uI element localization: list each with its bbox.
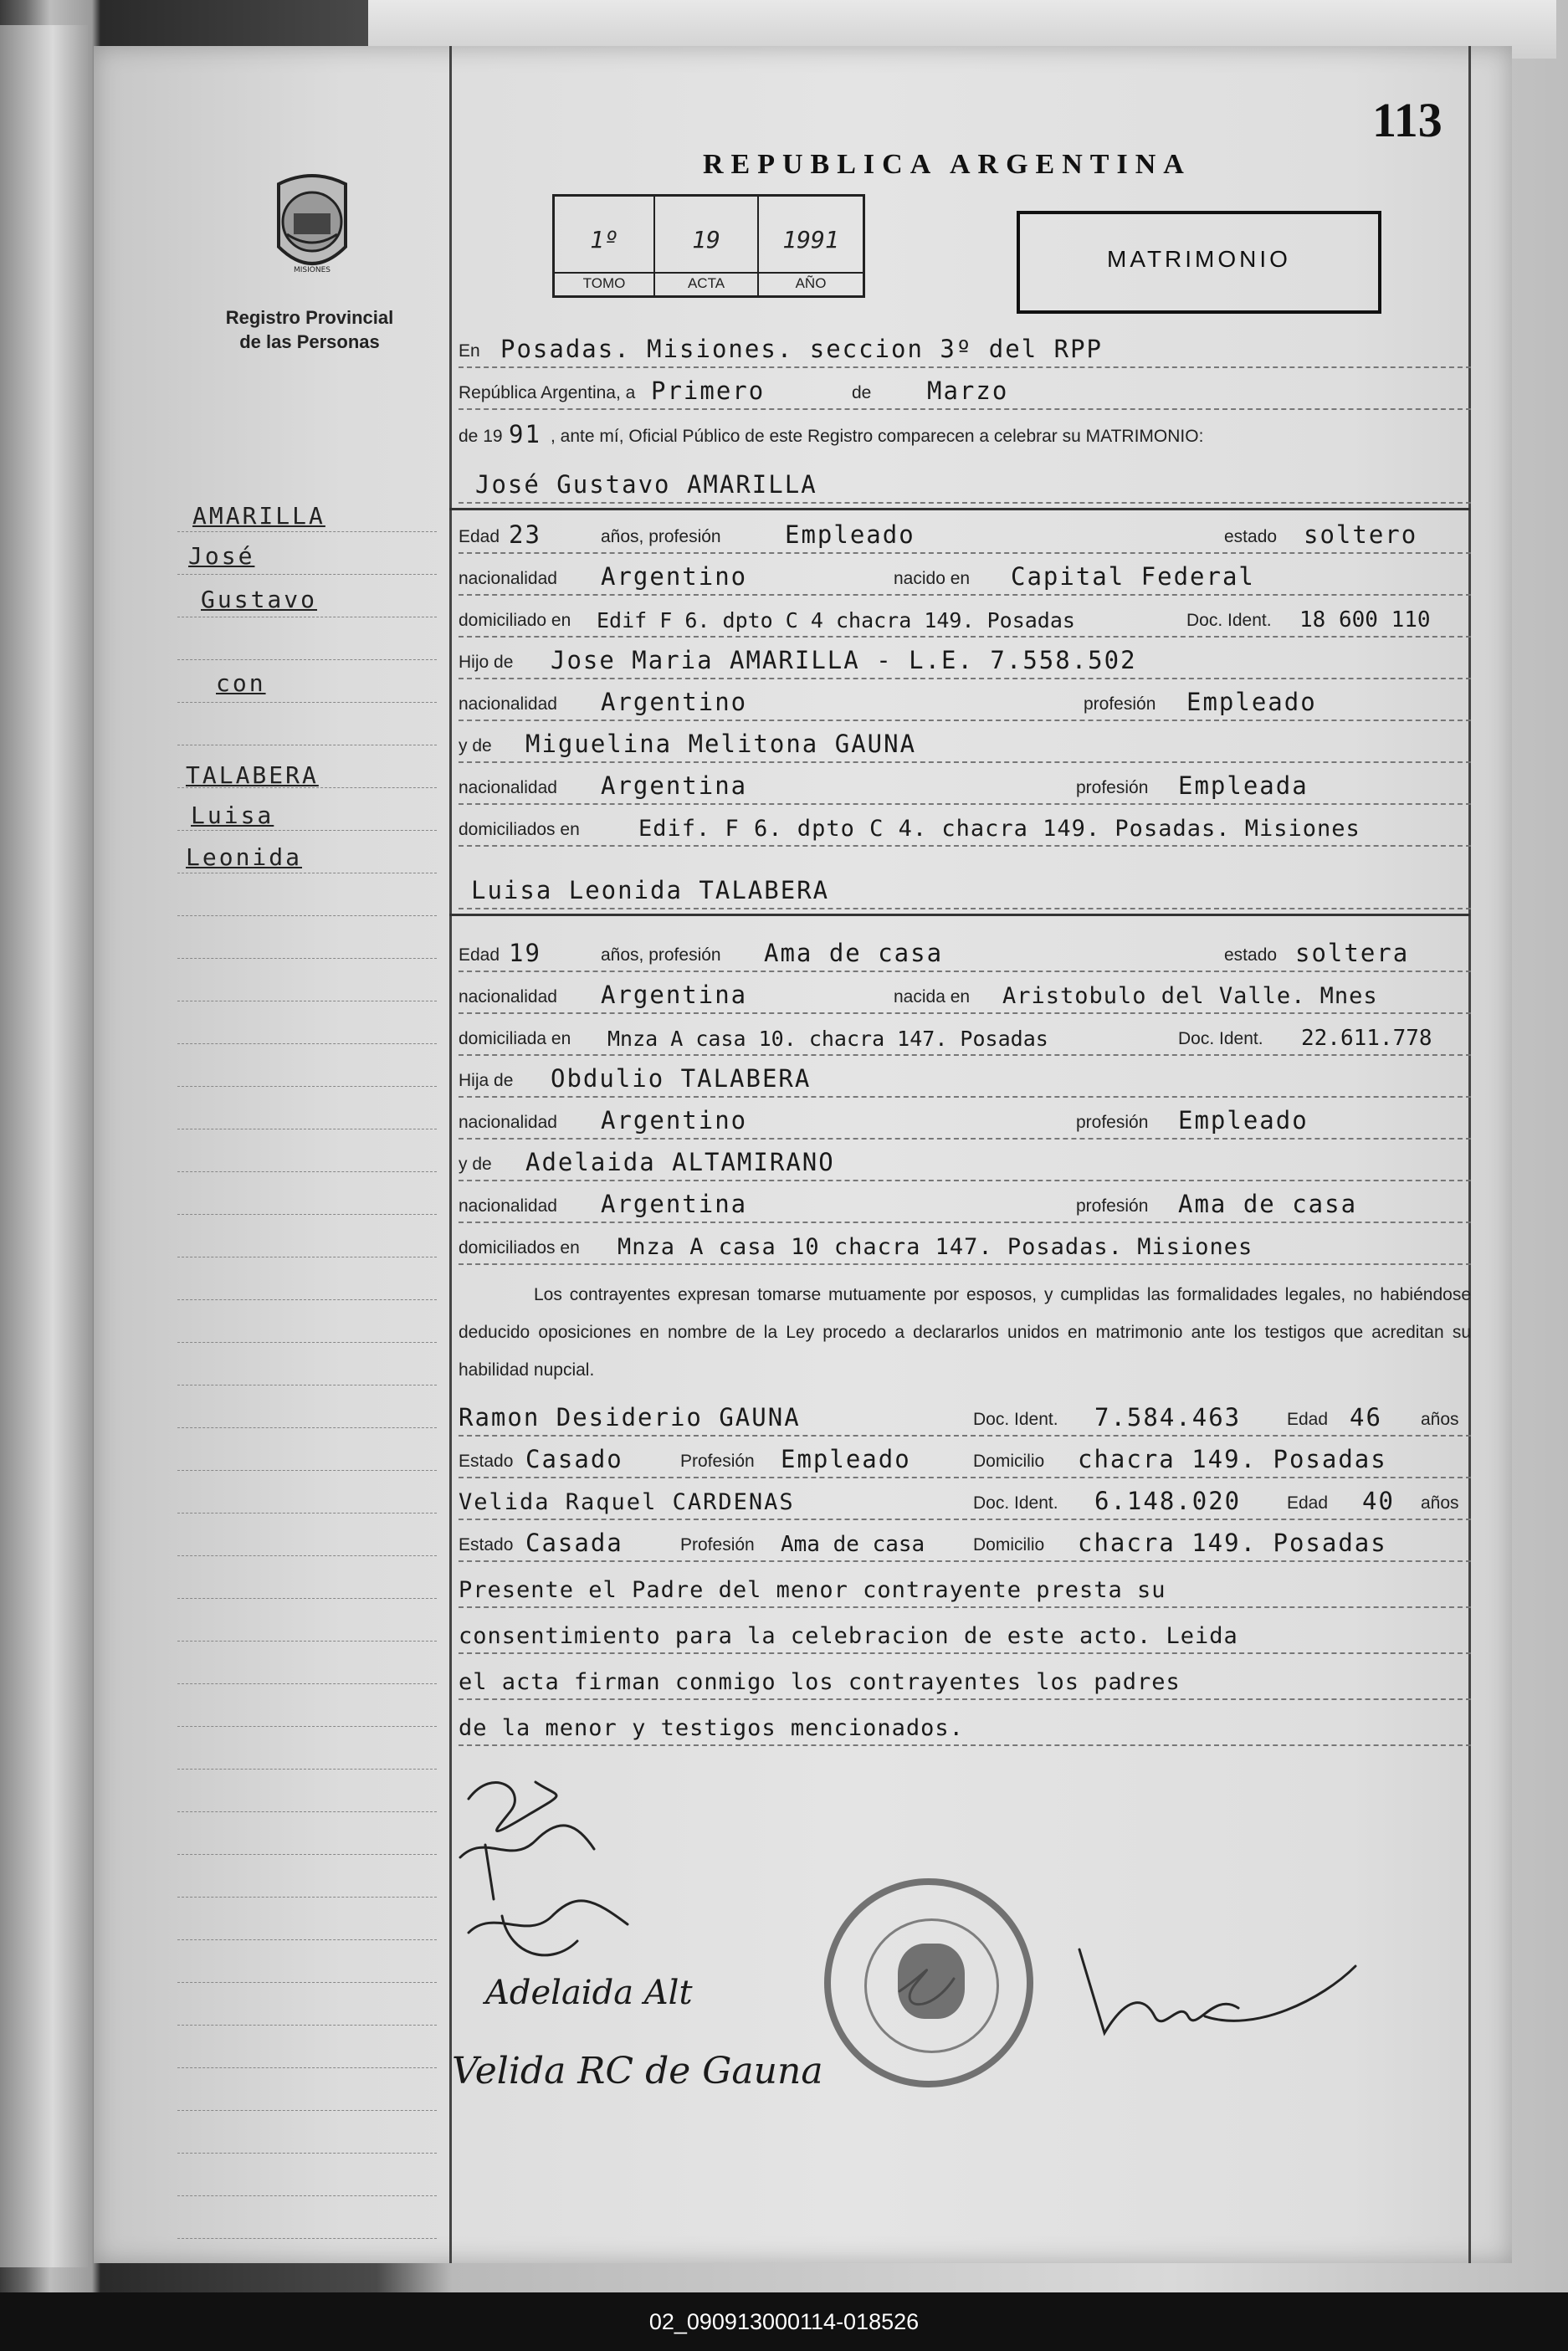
margin-rule-line <box>177 2238 437 2239</box>
margin-rule-line <box>177 915 437 916</box>
ano-value: 1991 <box>782 226 839 254</box>
witness1-profession: Empleado <box>781 1445 911 1473</box>
domiciliados-label: domiciliados en <box>459 820 580 839</box>
groom-doc: 18 600 110 <box>1299 607 1431 633</box>
bride-mother-nationality: Argentina <box>601 1190 748 1218</box>
note-line-1: Presente el Padre del menor contrayente presta su <box>459 1577 1166 1603</box>
margin-rule-line <box>177 1811 437 1812</box>
margin-rule-line <box>177 1342 437 1343</box>
date-row <box>459 366 1471 410</box>
profesion-label: profesión <box>1084 694 1156 714</box>
anos-label: años <box>1421 1410 1459 1429</box>
bride-father-row <box>459 1054 1471 1098</box>
signature-bride <box>460 1826 594 1899</box>
record-number-box <box>552 194 865 298</box>
nacionalidad-label: nacionalidad <box>459 569 557 588</box>
year-suffix: 91 <box>509 420 541 448</box>
en-label: En <box>459 341 480 361</box>
estado-label: estado <box>1224 945 1278 965</box>
domicilio-label: Domicilio <box>973 1535 1045 1555</box>
tomo-cell <box>555 197 655 295</box>
bride-mother-row <box>459 1138 1471 1181</box>
witness1-name: Ramon Desiderio GAUNA <box>459 1403 801 1432</box>
witness2-age: 40 <box>1362 1487 1395 1515</box>
place-row <box>459 325 1471 368</box>
bride-father-profession: Empleado <box>1178 1106 1309 1135</box>
registry-office-line1: Registro Provincial <box>225 307 394 328</box>
signature-official <box>1079 1949 1355 2033</box>
margin-rule-line <box>177 1598 437 1599</box>
margin-rule-line <box>177 1939 437 1940</box>
margin-rule-line <box>177 1897 437 1898</box>
bride-age: 19 <box>509 939 541 967</box>
seal-text: MISIONES <box>293 266 331 274</box>
month-value: Marzo <box>927 376 1009 405</box>
note-line <box>459 1657 1471 1700</box>
nacionalidad-label: nacionalidad <box>459 694 557 714</box>
note-line-2: consentimiento para la celebracion de este acto. Leida <box>459 1623 1238 1649</box>
doc-label: Doc. Ident. <box>973 1493 1058 1513</box>
registry-office <box>192 305 427 354</box>
note-line <box>459 1703 1471 1746</box>
tomo-label: TOMO <box>555 272 653 292</box>
margin-bride-name2: Leonida <box>186 843 303 871</box>
witness1-civil-status: Casado <box>525 1445 623 1473</box>
margin-groom-name1: José <box>188 542 255 570</box>
groom-full-name: José Gustavo AMARILLA <box>475 470 817 499</box>
place-value: Posadas. Misiones. seccion 3º del RPP <box>500 335 1104 363</box>
witness1-doc: 7.584.463 <box>1094 1403 1242 1432</box>
nacionalidad-label: nacionalidad <box>459 987 557 1006</box>
profesion-label: Profesión <box>680 1535 755 1555</box>
record-type-box <box>1017 211 1381 314</box>
declaration-text: Los contrayentes expresan tomarse mutuamente por esposos, y cumplidas las formalidades legales, no habiéndose deducido oposiciones en nombre de la Ley procedo a declararlos unidos en matrimonio ante los testigos que acreditan su habilidad nupcial. <box>459 1285 1471 1380</box>
year-prefix: de 19 <box>459 427 503 446</box>
signature-adelaida: Adelaida Alt <box>485 1974 693 2012</box>
groom-mother-row <box>459 720 1471 763</box>
margin-rule-line <box>177 531 437 532</box>
margin-rule-line <box>177 659 437 660</box>
facing-page-edge <box>0 25 88 2267</box>
anos-label: años <box>1421 1493 1459 1513</box>
groom-father-nationality: Argentino <box>601 688 748 716</box>
margin-rule-line <box>177 1214 437 1215</box>
day-value: Primero <box>651 376 766 405</box>
province-seal-icon <box>262 167 362 284</box>
bride-doc: 22.611.778 <box>1301 1026 1432 1051</box>
official-stamp-icon <box>824 1878 1033 2087</box>
margin-rule-line <box>177 1683 437 1684</box>
groom-age: 23 <box>509 520 541 549</box>
groom-birthplace: Capital Federal <box>1011 562 1255 591</box>
page-number: 113 <box>1372 93 1442 147</box>
margin-rule-line <box>177 1641 437 1642</box>
margin-rule-line <box>177 2025 437 2026</box>
estado-label: Estado <box>459 1535 514 1555</box>
groom-mother: Miguelina Melitona GAUNA <box>525 730 917 758</box>
margin-rule-line <box>177 702 437 703</box>
nacionalidad-label: nacionalidad <box>459 1196 557 1216</box>
domiciliado-label: domiciliado en <box>459 611 571 630</box>
note-line <box>459 1611 1471 1654</box>
bride-nationality: Argentina <box>601 981 748 1009</box>
witness1-age: 46 <box>1350 1403 1382 1432</box>
statement-row <box>459 410 1471 452</box>
witness2-name: Velida Raquel CARDENAS <box>459 1489 795 1515</box>
groom-nationality: Argentino <box>601 562 748 591</box>
y-de-label: y de <box>459 736 492 755</box>
groom-father-row <box>459 636 1471 679</box>
edad-label: Edad <box>1287 1410 1329 1429</box>
anos-profesion-label: años, profesión <box>601 527 721 546</box>
witness1-detail-row <box>459 1435 1471 1478</box>
doc-label: Doc. Ident. <box>1178 1029 1263 1048</box>
section-divider <box>449 914 1470 916</box>
nacido-label: nacido en <box>894 569 971 588</box>
witness1-row <box>459 1393 1471 1437</box>
margin-rule-line <box>177 1769 437 1770</box>
groom-address: Edif F 6. dpto C 4 chacra 149. Posadas <box>597 608 1075 633</box>
signature-father <box>469 1901 628 1955</box>
witness2-civil-status: Casada <box>525 1529 623 1557</box>
hijo-label: Hijo de <box>459 653 514 672</box>
edad-label: Edad <box>1287 1493 1329 1513</box>
domicilio-label: Domicilio <box>973 1452 1045 1471</box>
margin-rule-line <box>177 1854 437 1855</box>
edad-label: Edad <box>459 945 500 965</box>
witness2-detail-row <box>459 1519 1471 1562</box>
groom-mother-nat-row <box>459 761 1471 805</box>
margin-bride-surname: TALABERA <box>186 761 319 789</box>
margin-groom-surname: AMARILLA <box>192 502 325 530</box>
ano-cell <box>759 197 863 295</box>
country-heading: REPUBLICA ARGENTINA <box>703 149 1191 180</box>
record-type: MATRIMONIO <box>1107 246 1291 272</box>
groom-profession: Empleado <box>785 520 915 549</box>
y-de-label: y de <box>459 1155 492 1174</box>
domiciliados-label: domiciliados en <box>459 1238 580 1257</box>
margin-rule-line <box>177 2195 437 2196</box>
margin-rule-line <box>177 574 437 575</box>
groom-father: Jose Maria AMARILLA - L.E. 7.558.502 <box>551 646 1137 674</box>
profesion-label: profesión <box>1076 778 1149 797</box>
margin-rule-line <box>177 1086 437 1087</box>
tomo-value: 1º <box>590 226 618 254</box>
margin-bride-name1: Luisa <box>191 802 274 829</box>
bride-mother-profession: Ama de casa <box>1178 1190 1358 1218</box>
bride-father-nationality: Argentino <box>601 1106 748 1135</box>
groom-father-nat-row <box>459 678 1471 721</box>
profesion-label: profesión <box>1076 1113 1149 1132</box>
hija-label: Hija de <box>459 1071 514 1090</box>
witness2-row <box>459 1477 1471 1520</box>
bride-birthplace: Aristobulo del Valle. Mnes <box>1002 983 1378 1009</box>
witness2-profession: Ama de casa <box>781 1532 925 1557</box>
bride-nationality-row <box>459 971 1471 1014</box>
groom-parents-address-row <box>459 803 1471 847</box>
margin-rule-line <box>177 830 437 831</box>
scan-id: 02_090913000114-018526 <box>648 2309 920 2334</box>
margin-rule-line <box>177 2110 437 2111</box>
bride-parents-address: Mnza A casa 10 chacra 147. Posadas. Misiones <box>617 1234 1253 1260</box>
groom-address-row <box>459 594 1471 638</box>
margin-groom-name2: Gustavo <box>201 586 318 613</box>
groom-age-row <box>459 510 1471 554</box>
bride-parents-address-row <box>459 1222 1471 1265</box>
estado-label: Estado <box>459 1452 514 1471</box>
groom-parents-address: Edif. F 6. dpto C 4. chacra 149. Posadas. Misiones <box>638 816 1360 842</box>
margin-rule-line <box>177 1982 437 1983</box>
bride-address-row <box>459 1012 1471 1056</box>
note-line <box>459 1565 1471 1608</box>
nacionalidad-label: nacionalidad <box>459 778 557 797</box>
margin-column <box>94 46 449 2263</box>
republica-label: República Argentina, a <box>459 383 636 402</box>
bride-name-row <box>459 866 1471 909</box>
groom-name-row <box>459 460 1471 504</box>
groom-nationality-row <box>459 552 1471 596</box>
margin-rule-line <box>177 1385 437 1386</box>
margin-rule-line <box>177 1043 437 1044</box>
margin-rule-line <box>177 958 437 959</box>
groom-mother-nationality: Argentina <box>601 771 748 800</box>
acta-label: ACTA <box>655 272 757 292</box>
nacida-label: nacida en <box>894 987 971 1006</box>
estado-label: estado <box>1224 527 1278 546</box>
bride-address: Mnza A casa 10. chacra 147. Posadas <box>607 1027 1048 1051</box>
acta-cell <box>655 197 759 295</box>
bride-age-row <box>459 929 1471 972</box>
groom-mother-profession: Empleada <box>1178 771 1309 800</box>
margin-rule-line <box>177 1171 437 1172</box>
profesion-label: profesión <box>1076 1196 1149 1216</box>
edad-label: Edad <box>459 527 500 546</box>
margin-rule-line <box>177 1513 437 1514</box>
note-line-4: de la menor y testigos mencionados. <box>459 1715 964 1741</box>
signature-groom <box>469 1782 556 1831</box>
doc-label: Doc. Ident. <box>1186 611 1272 630</box>
nacionalidad-label: nacionalidad <box>459 1113 557 1132</box>
groom-civil-status: soltero <box>1304 520 1418 549</box>
groom-father-profession: Empleado <box>1186 688 1317 716</box>
margin-rule-line <box>177 1427 437 1428</box>
statement-text: , ante mí, Oficial Público de este Registro comparecen a celebrar su MATRIMONIO: <box>551 427 1204 446</box>
note-line-3: el acta firman conmigo los contrayentes los padres <box>459 1669 1181 1695</box>
bride-civil-status: soltera <box>1295 939 1410 967</box>
margin-rule-line <box>177 2067 437 2068</box>
witness1-address: chacra 149. Posadas <box>1078 1445 1387 1473</box>
bride-mother: Adelaida ALTAMIRANO <box>525 1148 835 1176</box>
margin-rule-line <box>177 2153 437 2154</box>
bride-full-name: Luisa Leonida TALABERA <box>471 876 830 904</box>
bride-profession: Ama de casa <box>764 939 944 967</box>
domiciliada-label: domiciliada en <box>459 1029 571 1048</box>
margin-rule-line <box>177 1726 437 1727</box>
de-label: de <box>852 383 872 402</box>
margin-connector: con <box>216 669 266 697</box>
doc-label: Doc. Ident. <box>973 1410 1058 1429</box>
margin-rule-line <box>177 1470 437 1471</box>
anos-profesion-label: años, profesión <box>601 945 721 965</box>
profesion-label: Profesión <box>680 1452 755 1471</box>
registry-office-line2: de las Personas <box>239 331 380 352</box>
bride-father: Obdulio TALABERA <box>551 1064 812 1093</box>
acta-value: 19 <box>692 226 720 254</box>
margin-rule-line <box>177 1299 437 1300</box>
signature-velida: Velida RC de Gauna <box>452 2050 823 2092</box>
witness2-address: chacra 149. Posadas <box>1078 1529 1387 1557</box>
ano-label: AÑO <box>759 272 863 292</box>
bride-mother-nat-row <box>459 1180 1471 1223</box>
bride-father-nat-row <box>459 1096 1471 1140</box>
margin-rule-line <box>177 1555 437 1556</box>
witness2-doc: 6.148.020 <box>1094 1487 1242 1515</box>
